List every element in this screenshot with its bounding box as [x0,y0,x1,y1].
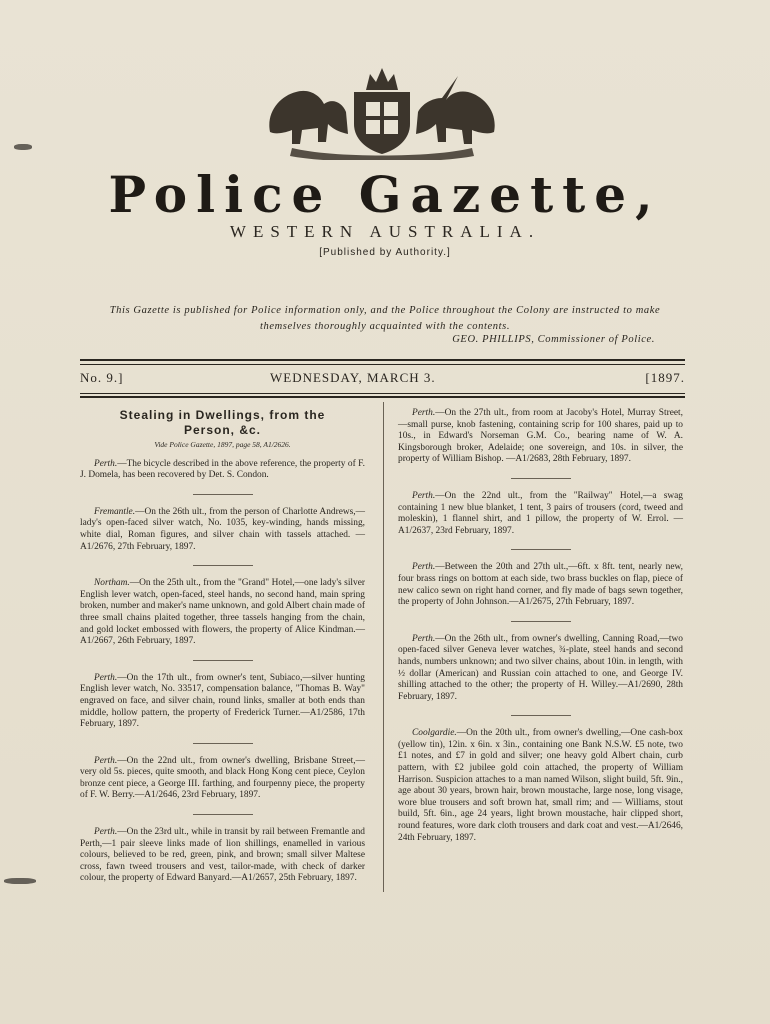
column-divider [383,402,384,892]
entry-text: —The bicycle described in the above reference, the property of F. J. Domela, has been recovered by Det. S. Condon. [80,458,365,481]
entry-separator [511,478,571,479]
binding-mark [4,878,36,884]
report-entry [80,673,365,731]
entry-place: Perth. [94,672,118,683]
entry-place: Perth. [94,458,118,469]
entry-separator [193,814,253,815]
entry-place: Perth. [412,408,436,418]
entry-separator [193,494,253,495]
report-entry [80,459,365,482]
gazette-title: Police Gazette, [108,165,662,224]
entry-separator [511,549,571,550]
entry-place: Perth. [412,490,436,501]
entry-separator [511,621,571,622]
report-entry [80,827,365,885]
entry-text: —On the 27th ult., from room at Jacoby's Hotel, Murray Street,—small purse, knob fastening, containing scrip for 100 shares, paid up to 10s., in Edward's Norseman G.M. Co., bearing name of W. A. Kingsborough broker, Adelaide; one sovereign, and 10s. in silver, the property of William Bishop. —A1/2683, 28th February, 1897. [398,408,683,465]
entry-separator [511,715,571,716]
section-title: Stealing in Dwellings, from the Person, &c. [119,408,326,437]
entry-separator [193,743,253,744]
issue-number: No. 9.] [80,370,124,385]
entry-place: Perth. [412,633,436,644]
entry-text: —On the 26th ult., from owner's dwelling, Canning Road,—two open-faced silver Geneva lever watches, ¾-plate, steel hands and second hands, numbers unknown; and two silver chains, about 10in. in length, with ½ dollar (American) and Russian coin attached to one, and George IV. shilling attached to the other; the property of H. Willey.—A1/2690, 28th February, 1897. [398,633,683,702]
publication-notice: This Gazette is published for Police information only, and the Police throughout the Colony are instructed to make themselves thoroughly acquainted with the contents. [109,305,661,332]
entry-text: —On the 23rd ult., while in transit by rail between Fremantle and Perth,—1 pair sleeve links made of lion shillings, enamelled in various colours, believed to be red, green, pink, and brown; small silver Maltese cross, fawn tweed trousers and vest, tailor-made, with check of darker colour, the property of Edward Banyard.—A1/2657, 25th February, 1897. [80,827,365,884]
left-column [80,408,365,897]
commissioner-signature: GEO. PHILLIPS, Commissioner of Police. [452,334,655,345]
report-entry [398,634,683,704]
section-reference: Vide Police Gazette, 1897, page 58, A1/2626. [154,440,291,449]
authority-line: [Published by Authority.] [319,247,451,258]
entry-text: —On the 22nd ult., from the "Railway" Hotel,—a swag containing 1 new blue blanket, 1 tent, 3 pairs of trousers (cord, tweed and moleskin), 1 flannel shirt, and 1 pillow, the property of W. Errol. —A1/2637, 23rd February, 1897. [398,490,683,536]
report-entry [398,562,683,608]
report-entry [80,578,365,648]
header-rule-top [80,359,685,361]
entry-place: Coolgardie. [412,728,457,739]
entry-place: Fremantle. [94,506,136,517]
report-entry [398,728,683,844]
right-column [398,408,683,856]
gazette-subtitle: WESTERN AUSTRALIA. [229,222,541,241]
entry-text: —On the 20th ult., from owner's dwelling,—One cash-box (yellow tin), 12in. x 6in. x 3in., containing one Bank N.S.W. £5 note, two £1 notes, and £7 in gold and silver; one heavy gold Albert chain, curb pattern, with £2 jubilee gold coin attached, the property of William Harrison. Suspicion attaches to a man named Wilson, slight build, 5ft. 9in., age about 30 years, brown hair, brown moustache, large nose, long visage, wore blue trousers and soft brown hat, small rim; and — Williams, stout build, 5ft. 6in., age 24 years, light brown moustache, hair clipped short, round features, wore dark cloth trousers and dark coat and vest.—A1/2646, 24th February, 1897. [398,728,683,843]
issue-dateline [80,370,685,390]
entry-separator [193,565,253,566]
dateline-rule-thick [80,396,685,398]
issue-year: [1897. [645,370,685,385]
entry-place: Northam. [94,578,130,589]
entry-place: Perth. [94,755,118,766]
right-entries-list [398,408,683,844]
entry-place: Perth. [412,562,436,573]
entry-text: —Between the 20th and 27th ult.,—6ft. x 8ft. tent, nearly new, four brass rings on bottom at each side, two brass buckles on flap, piece of new calico sewn on right hand corner, and fly made of bags sewn together, the property of John Johnson.—A1/2675, 27th February, 1897. [398,562,683,608]
entry-text: —On the 25th ult., from the "Grand" Hotel,—one lady's silver English lever watch, open-faced, steel hands, no second hand, main spring broken, number and maker's name unknown, and gold Albert chain made of three small chains plaited together, three tassels hanging from the chain, and gold locket embossed with flowers, the property of Alice Kindman.—A1/2667, 26th February, 1897. [80,578,365,647]
entry-text: —On the 17th ult., from owner's tent, Subiaco,—silver hunting English lever watch, No. 33517, compensation balance, "Thomas B. Way" engraved on face, and silver chain, round links, smaller at both ends than middle, hollow pattern, the property of Frederick Turner.—A1/2586, 17th February, 1897. [80,672,365,730]
issue-date: WEDNESDAY, MARCH 3. [270,370,436,385]
entry-text: —On the 22nd ult., from owner's dwelling, Brisbane Street,—very old 5s. pieces, quite smooth, and black Hong Kong cent piece, Ceylon bronze cent piece, a George III. farthing, and fourpenny piece, the property of F. W. Berry.—A1/2646, 23rd February, 1897. [80,755,365,801]
report-entry [80,756,365,802]
dateline-rule [80,393,685,394]
entry-place: Perth. [94,827,118,838]
binding-mark [14,144,32,150]
report-entry [398,491,683,537]
report-entry [398,408,683,466]
entry-text: —On the 26th ult., from the person of Charlotte Andrews,—lady's open-faced silver watch, No. 1035, key-winding, hands missing, white dial, Roman figures, and silver chain with tassels attached. —A1/2676, 27th February, 1897. [80,506,365,552]
left-entries-list [80,459,365,885]
header-rule-top-thin [80,364,685,365]
report-entry [80,507,365,553]
coat-of-arms-emblem [262,62,502,160]
entry-separator [193,660,253,661]
